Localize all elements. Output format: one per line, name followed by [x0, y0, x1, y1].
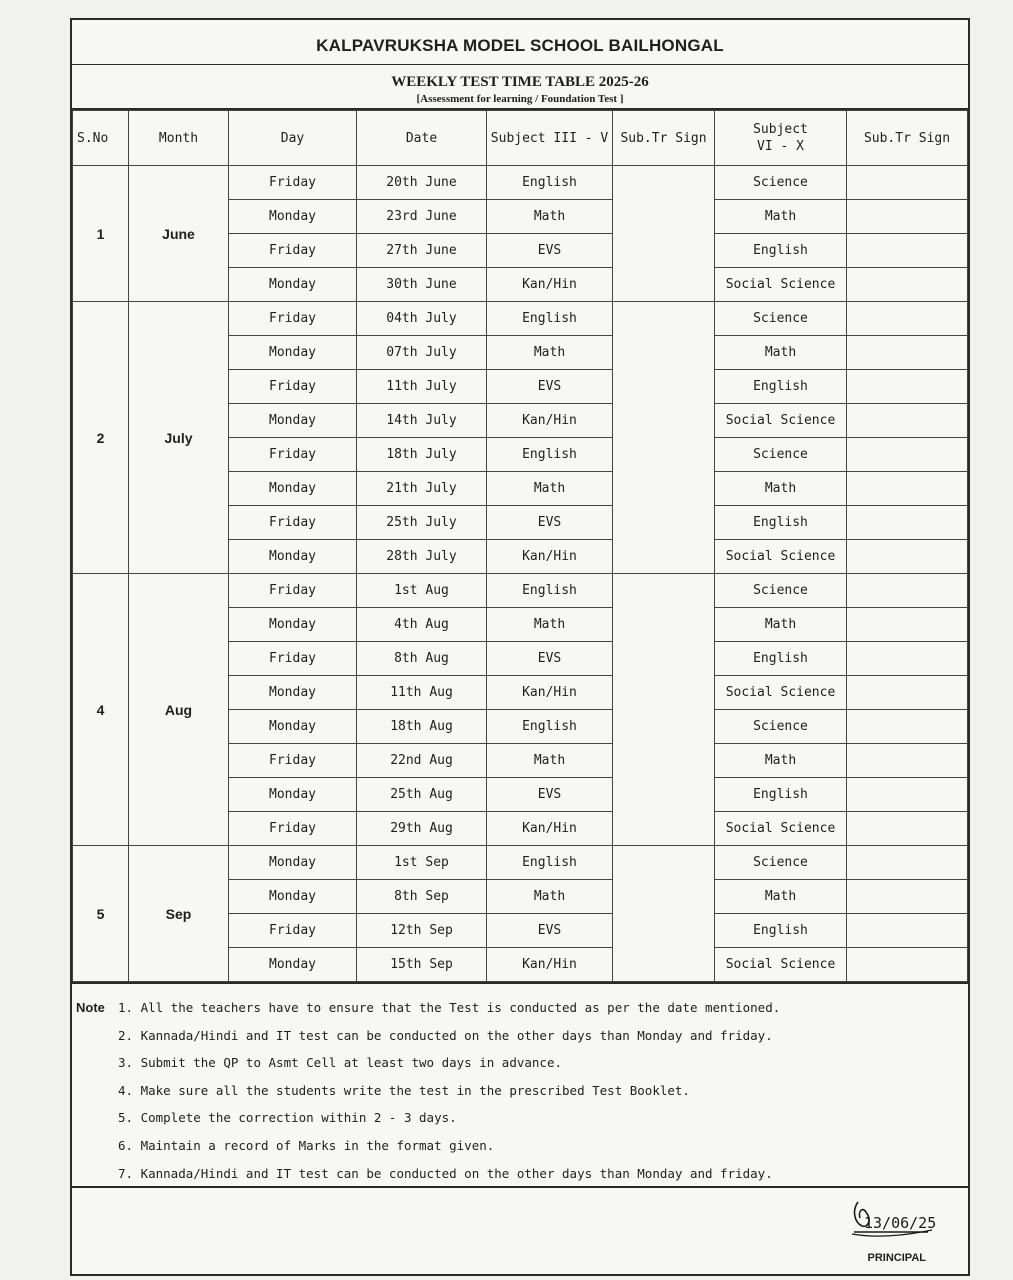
- col-subject-junior: Subject III - V: [487, 111, 613, 166]
- col-month: Month: [129, 111, 229, 166]
- day-cell: Friday: [229, 744, 357, 778]
- date-cell: 15th Sep: [357, 948, 487, 982]
- sign-junior-cell: [613, 166, 715, 302]
- sign-senior-cell: [847, 302, 968, 336]
- day-cell: Friday: [229, 642, 357, 676]
- subject-senior-cell: Math: [715, 336, 847, 370]
- subject-senior-cell: Social Science: [715, 676, 847, 710]
- signature-date: 13/06/25: [864, 1214, 937, 1232]
- sign-senior-cell: [847, 778, 968, 812]
- subject-senior-cell: Math: [715, 200, 847, 234]
- sign-senior-cell: [847, 812, 968, 846]
- date-cell: 18th Aug: [357, 710, 487, 744]
- date-cell: 18th July: [357, 438, 487, 472]
- day-cell: Monday: [229, 676, 357, 710]
- table-row: [73, 166, 968, 200]
- date-cell: 14th July: [357, 404, 487, 438]
- sign-senior-cell: [847, 166, 968, 200]
- table-row: [73, 302, 968, 336]
- sign-senior-cell: [847, 438, 968, 472]
- sno-cell: 1: [73, 166, 129, 302]
- note-item: 4. Make sure all the students write the test in the prescribed Test Booklet.: [118, 1082, 690, 1098]
- date-cell: 1st Aug: [357, 574, 487, 608]
- subject-junior-cell: EVS: [487, 778, 613, 812]
- date-cell: 20th June: [357, 166, 487, 200]
- sign-senior-cell: [847, 914, 968, 948]
- date-cell: 23rd June: [357, 200, 487, 234]
- sign-senior-cell: [847, 336, 968, 370]
- header: [72, 20, 968, 110]
- subject-senior-cell: Social Science: [715, 404, 847, 438]
- sign-senior-cell: [847, 608, 968, 642]
- sno-cell: 2: [73, 302, 129, 574]
- subject-senior-cell: Science: [715, 302, 847, 336]
- sign-senior-cell: [847, 472, 968, 506]
- note-item: 1. All the teachers have to ensure that the Test is conducted as per the date mentioned.: [118, 1000, 781, 1015]
- sign-senior-cell: [847, 404, 968, 438]
- subject-senior-cell: Science: [715, 846, 847, 880]
- timetable: [72, 110, 968, 982]
- note-label: Note: [76, 1000, 105, 1015]
- sign-senior-cell: [847, 234, 968, 268]
- subject-junior-cell: Math: [487, 200, 613, 234]
- date-cell: 25th Aug: [357, 778, 487, 812]
- subject-senior-cell: Math: [715, 744, 847, 778]
- day-cell: Friday: [229, 574, 357, 608]
- note-item: 5. Complete the correction within 2 - 3 days.: [118, 1110, 457, 1126]
- date-cell: 28th July: [357, 540, 487, 574]
- note-item: 7. Kannada/Hindi and IT test can be conducted on the other days than Monday and friday.: [118, 1165, 773, 1181]
- subject-junior-cell: EVS: [487, 506, 613, 540]
- subject-junior-cell: Kan/Hin: [487, 268, 613, 302]
- day-cell: Friday: [229, 166, 357, 200]
- school-name: KALPAVRUKSHA MODEL SCHOOL BAILHONGAL: [316, 36, 724, 55]
- subject-junior-cell: EVS: [487, 234, 613, 268]
- day-cell: Monday: [229, 540, 357, 574]
- col-subject-senior-line1: Subject: [753, 122, 808, 137]
- subject-junior-cell: Kan/Hin: [487, 404, 613, 438]
- day-cell: Monday: [229, 778, 357, 812]
- principal-label: PRINCIPAL: [867, 1252, 926, 1264]
- day-cell: Monday: [229, 608, 357, 642]
- subject-senior-cell: English: [715, 642, 847, 676]
- subject-junior-cell: English: [487, 710, 613, 744]
- col-sign-senior: Sub.Tr Sign: [847, 111, 968, 166]
- day-cell: Friday: [229, 234, 357, 268]
- subject-junior-cell: Kan/Hin: [487, 540, 613, 574]
- date-cell: 12th Sep: [357, 914, 487, 948]
- header-divider: [72, 64, 968, 65]
- col-date: Date: [357, 111, 487, 166]
- sign-senior-cell: [847, 200, 968, 234]
- sign-senior-cell: [847, 948, 968, 982]
- subject-senior-cell: English: [715, 778, 847, 812]
- table-row: [73, 574, 968, 608]
- notes-section: [72, 982, 968, 1202]
- subject-junior-cell: English: [487, 846, 613, 880]
- sno-cell: 5: [73, 846, 129, 982]
- note-item: 3. Submit the QP to Asmt Cell at least two days in advance.: [118, 1055, 563, 1071]
- date-cell: 11th July: [357, 370, 487, 404]
- subject-junior-cell: Math: [487, 608, 613, 642]
- subject-senior-cell: Social Science: [715, 948, 847, 982]
- subject-senior-cell: English: [715, 506, 847, 540]
- sign-senior-cell: [847, 744, 968, 778]
- date-cell: 29th Aug: [357, 812, 487, 846]
- date-cell: 04th July: [357, 302, 487, 336]
- sign-junior-cell: [613, 574, 715, 846]
- subject-junior-cell: EVS: [487, 914, 613, 948]
- subject-senior-cell: Social Science: [715, 268, 847, 302]
- col-subject-senior: [715, 111, 847, 166]
- date-cell: 4th Aug: [357, 608, 487, 642]
- date-cell: 22nd Aug: [357, 744, 487, 778]
- subject-senior-cell: Math: [715, 608, 847, 642]
- date-cell: 30th June: [357, 268, 487, 302]
- date-cell: 1st Sep: [357, 846, 487, 880]
- date-cell: 8th Sep: [357, 880, 487, 914]
- day-cell: Monday: [229, 404, 357, 438]
- day-cell: Monday: [229, 268, 357, 302]
- table-row: [73, 846, 968, 880]
- day-cell: Monday: [229, 200, 357, 234]
- subject-junior-cell: Kan/Hin: [487, 812, 613, 846]
- day-cell: Friday: [229, 812, 357, 846]
- subject-junior-cell: English: [487, 574, 613, 608]
- subject-senior-cell: Math: [715, 880, 847, 914]
- note-list: [118, 1000, 780, 1193]
- col-subject-senior-line2: VI - X: [757, 139, 804, 154]
- month-cell: Sep: [129, 846, 229, 982]
- subject-senior-cell: Science: [715, 574, 847, 608]
- subject-junior-cell: Math: [487, 880, 613, 914]
- sign-senior-cell: [847, 574, 968, 608]
- page-title: WEEKLY TEST TIME TABLE 2025-26: [391, 74, 649, 90]
- day-cell: Monday: [229, 846, 357, 880]
- day-cell: Monday: [229, 948, 357, 982]
- subject-senior-cell: Science: [715, 166, 847, 200]
- signature-area: [72, 1186, 968, 1274]
- col-sno: S.No: [73, 111, 129, 166]
- sign-junior-cell: [613, 846, 715, 982]
- subject-junior-cell: Kan/Hin: [487, 676, 613, 710]
- day-cell: Friday: [229, 370, 357, 404]
- month-cell: July: [129, 302, 229, 574]
- subject-junior-cell: English: [487, 166, 613, 200]
- subject-junior-cell: English: [487, 302, 613, 336]
- date-cell: 21th July: [357, 472, 487, 506]
- subject-senior-cell: English: [715, 234, 847, 268]
- month-cell: June: [129, 166, 229, 302]
- day-cell: Friday: [229, 914, 357, 948]
- subject-senior-cell: English: [715, 914, 847, 948]
- sign-senior-cell: [847, 846, 968, 880]
- col-sign-junior: Sub.Tr Sign: [613, 111, 715, 166]
- subject-junior-cell: EVS: [487, 642, 613, 676]
- day-cell: Monday: [229, 472, 357, 506]
- subject-junior-cell: English: [487, 438, 613, 472]
- subject-senior-cell: English: [715, 370, 847, 404]
- sign-senior-cell: [847, 370, 968, 404]
- subject-junior-cell: Math: [487, 336, 613, 370]
- note-item: 2. Kannada/Hindi and IT test can be conducted on the other days than Monday and friday.: [118, 1027, 773, 1043]
- sign-senior-cell: [847, 880, 968, 914]
- table-header-row: [73, 111, 968, 166]
- subject-junior-cell: Math: [487, 744, 613, 778]
- timetable-sheet: [70, 18, 970, 1276]
- sign-senior-cell: [847, 268, 968, 302]
- note-item: 6. Maintain a record of Marks in the format given.: [118, 1137, 495, 1153]
- day-cell: Friday: [229, 438, 357, 472]
- sign-senior-cell: [847, 710, 968, 744]
- sign-senior-cell: [847, 642, 968, 676]
- date-cell: 27th June: [357, 234, 487, 268]
- subject-senior-cell: Science: [715, 710, 847, 744]
- date-cell: 25th July: [357, 506, 487, 540]
- day-cell: Monday: [229, 336, 357, 370]
- subject-senior-cell: Math: [715, 472, 847, 506]
- subject-junior-cell: Math: [487, 472, 613, 506]
- sign-senior-cell: [847, 676, 968, 710]
- col-day: Day: [229, 111, 357, 166]
- subject-senior-cell: Science: [715, 438, 847, 472]
- day-cell: Monday: [229, 880, 357, 914]
- date-cell: 8th Aug: [357, 642, 487, 676]
- sign-senior-cell: [847, 540, 968, 574]
- subject-junior-cell: Kan/Hin: [487, 948, 613, 982]
- table-body: [73, 166, 968, 982]
- subject-senior-cell: Social Science: [715, 812, 847, 846]
- date-cell: 11th Aug: [357, 676, 487, 710]
- day-cell: Monday: [229, 710, 357, 744]
- sign-senior-cell: [847, 506, 968, 540]
- signature-icon: [844, 1192, 940, 1246]
- sno-cell: 4: [73, 574, 129, 846]
- day-cell: Friday: [229, 506, 357, 540]
- day-cell: Friday: [229, 302, 357, 336]
- sign-junior-cell: [613, 302, 715, 574]
- page-subtitle: [Assessment for learning / Foundation Test ]: [416, 93, 624, 105]
- date-cell: 07th July: [357, 336, 487, 370]
- subject-junior-cell: EVS: [487, 370, 613, 404]
- month-cell: Aug: [129, 574, 229, 846]
- subject-senior-cell: Social Science: [715, 540, 847, 574]
